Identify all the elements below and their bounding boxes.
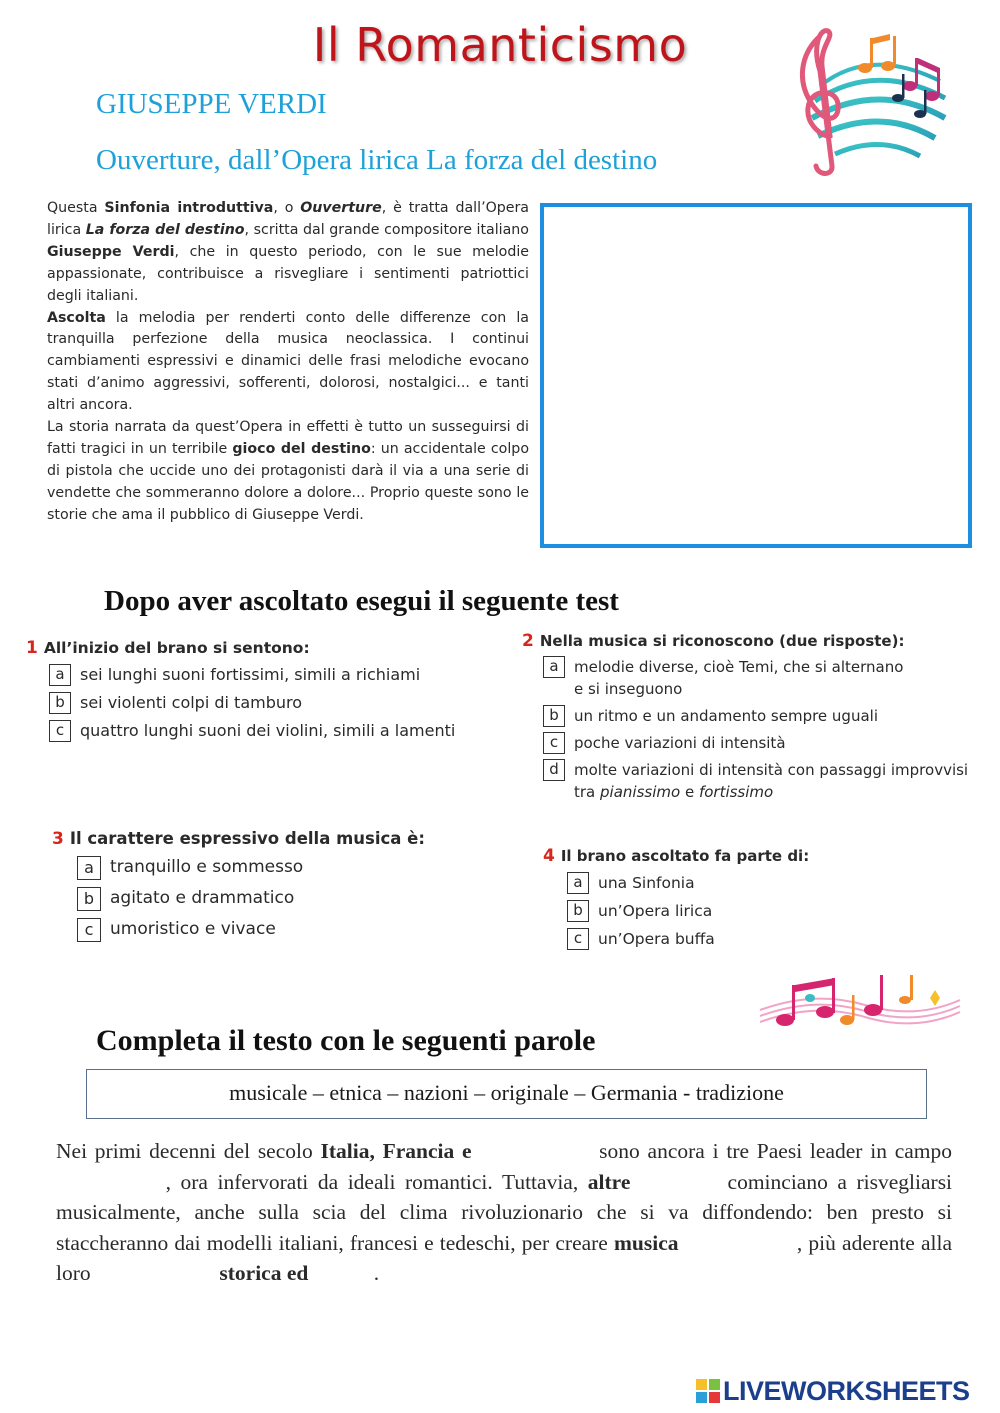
option-4a[interactable]: a una Sinfonia: [567, 872, 809, 894]
option-4b[interactable]: b un’Opera lirica: [567, 900, 809, 922]
question-number: 2: [522, 631, 534, 651]
page-title: Il Romanticismo: [312, 18, 688, 72]
question-title: Nella musica si riconoscono (due risposte):: [539, 632, 905, 650]
liveworksheets-logo-icon: [696, 1379, 720, 1403]
option-checkbox[interactable]: c: [543, 732, 565, 754]
option-1c[interactable]: c quattro lunghi suoni dei violini, simili a lamenti: [49, 720, 455, 742]
intro-text: [47, 198, 529, 527]
option-3a[interactable]: a tranquillo e sommesso: [77, 856, 425, 880]
question-2: [522, 631, 968, 803]
question-number: 4: [543, 846, 555, 866]
option-2c[interactable]: c poche variazioni di intensità: [543, 732, 968, 754]
option-checkbox[interactable]: a: [77, 856, 101, 880]
test-heading: Dopo aver ascoltato esegui il seguente test: [104, 585, 619, 617]
option-checkbox[interactable]: b: [77, 887, 101, 911]
question-number: 1: [26, 638, 38, 658]
intro-paragraph-3: La storia narrata da quest’Opera in effetti è tutto un susseguirsi di fatti tragici in un terribile gioco del destino: un accidentale colpo di pistola che uccide uno dei protagonisti darà il via a una serie di vendette che sommeranno dolore a dolore... Proprio queste sono le storie che ama il pubblico di Giuseppe Verdi.: [47, 419, 529, 523]
option-checkbox[interactable]: d: [543, 759, 565, 781]
word-bank: musicale – etnica – nazioni – originale – Germania - tradizione: [86, 1069, 927, 1119]
question-title: Il carattere espressivo della musica è:: [69, 829, 425, 848]
option-checkbox[interactable]: b: [543, 705, 565, 727]
blank-input[interactable]: [96, 1264, 214, 1286]
completion-heading: Completa il testo con le seguenti parole: [96, 1024, 596, 1057]
option-checkbox[interactable]: a: [543, 656, 565, 678]
blank-input[interactable]: [640, 1173, 718, 1195]
brand-name: LIVEWORKSHEETS: [723, 1375, 970, 1406]
option-1b[interactable]: b sei violenti colpi di tamburo: [49, 692, 455, 714]
question-number: 3: [52, 829, 64, 849]
blank-input[interactable]: [685, 1234, 791, 1256]
option-checkbox[interactable]: a: [49, 664, 71, 686]
composer-name: GIUSEPPE VERDI: [96, 88, 327, 120]
question-1: [26, 638, 455, 742]
question-title: Il brano ascoltato fa parte di:: [560, 847, 810, 865]
option-2d[interactable]: d molte variazioni di intensità con passaggi improvvisi tra pianissimo e fortissimo: [543, 759, 968, 803]
intro-paragraph-2: Ascolta la melodia per renderti conto delle differenze con la tranquilla perfezione della musica neoclassica. I continui cambiamenti espressivi e dinamici delle frasi melodiche evocano stati d’animo aggressivi, sofferenti, dolorosi, nostalgici... e tanti altri ancora.: [47, 309, 529, 414]
question-3: [52, 829, 425, 942]
option-checkbox[interactable]: c: [77, 918, 101, 942]
media-player-frame[interactable]: [540, 203, 972, 548]
option-checkbox[interactable]: c: [49, 720, 71, 742]
work-title: Ouverture, dall’Opera lirica La forza del destino: [96, 144, 658, 176]
cloze-text: Nei primi decenni del secolo Italia, Francia e sono ancora i tre Paesi leader in campo , ora infervorati da ideali romantici. Tuttavia, altre cominciano a risvegliarsi musicalmente, anche sulla scia del clima rivoluzionario che si va diffondendo: ben presto si staccheranno dai modelli italiani, francesi e tedeschi, per creare musica , più aderente alla loro storica ed .: [56, 1139, 953, 1285]
option-3c[interactable]: c umoristico e vivace: [77, 918, 425, 942]
option-2a[interactable]: a melodie diverse, cioè Temi, che si alternano e si inseguono: [543, 656, 968, 700]
option-2b[interactable]: b un ritmo e un andamento sempre uguali: [543, 705, 968, 727]
blank-input[interactable]: [479, 1142, 591, 1164]
option-1a[interactable]: a sei lunghi suoni fortissimi, simili a richiami: [49, 664, 455, 686]
intro-paragraph-1: Questa Sinfonia introduttiva, o Ouverture, è tratta dall’Opera lirica La forza del destino, scritta dal grande compositore italiano Giuseppe Verdi, che in questo periodo, con le sue melodie appassionate, contribuisce a risvegliare i sentimenti patriottici degli italiani.: [47, 200, 530, 304]
option-checkbox[interactable]: c: [567, 928, 589, 950]
option-checkbox[interactable]: b: [49, 692, 71, 714]
option-checkbox[interactable]: a: [567, 872, 589, 894]
question-title: All’inizio del brano si sentono:: [43, 639, 310, 657]
question-4: [543, 846, 809, 950]
blank-input[interactable]: [314, 1264, 374, 1286]
treble-clef-icon: [780, 26, 955, 176]
option-checkbox[interactable]: b: [567, 900, 589, 922]
option-3b[interactable]: b agitato e drammatico: [77, 887, 425, 911]
music-notes-icon: [755, 970, 965, 1040]
blank-input[interactable]: [56, 1173, 156, 1195]
option-4c[interactable]: c un’Opera buffa: [567, 928, 809, 950]
brand-watermark: [696, 1376, 970, 1406]
